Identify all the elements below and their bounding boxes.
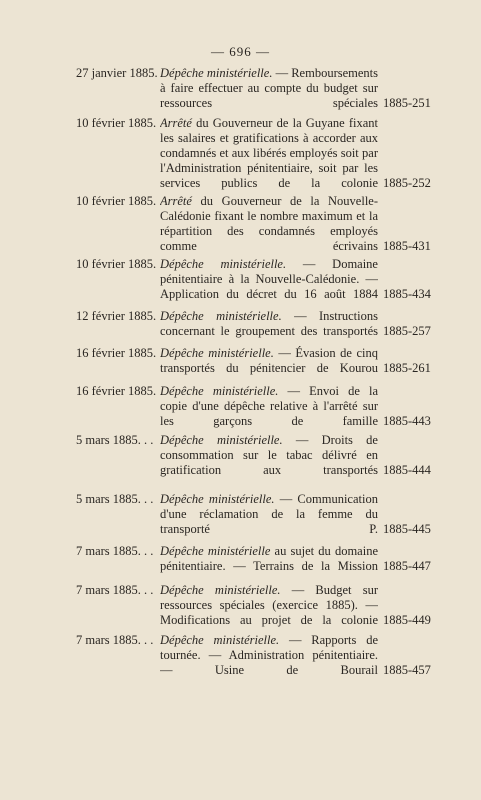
entry-text: du Gouverneur de la Guyane fixant les salaires et gratifications à accorder aux condamnés et aux libérés employés soit par l'Administration pénitentiaire, soit par les services publics de la colonie — [160, 116, 378, 190]
entry-reference: 1885-261 — [383, 361, 431, 375]
entry-text: — Envoi de la copie d'une dépêche relative à l'arrêté sur les garçons de famille — [160, 384, 378, 428]
entry-description — [160, 384, 378, 429]
entry-description — [160, 194, 378, 254]
entry-reference: 1885-449 — [383, 613, 431, 627]
entry-text: — Rapports de tournée. — Administration pénitentiaire. — Usine de Bourail — [160, 633, 378, 677]
entry-reference: 1885-443 — [383, 414, 431, 428]
entry-description — [160, 583, 378, 628]
entry-date: 5 mars 1885. . . — [76, 492, 154, 506]
entry-text: — Communication d'une réclamation de la femme du transporté P. — [160, 492, 378, 536]
entry-description — [160, 309, 378, 339]
entry-date: 10 février 1885. — [76, 194, 157, 208]
entry-date: 10 février 1885. — [76, 257, 157, 271]
entry-text: — Droits de consommation sur le tabac délivré en gratification aux transportés — [160, 433, 378, 477]
entry-lead: Arrêté — [160, 116, 192, 130]
entry-text: du Gouverneur de la Nouvelle-Calédonie fixant le nombre maximum et la répartition des condamnés employés comme écrivains — [160, 194, 378, 253]
entry-lead: Dépêche ministérielle — [160, 544, 271, 558]
entry-lead: Dépêche ministérielle. — [160, 633, 280, 647]
entry-lead: Dépêche ministérielle. — [160, 66, 273, 80]
entry-date: 12 février 1885. — [76, 309, 157, 323]
entry-description — [160, 544, 378, 574]
entry-description — [160, 116, 378, 191]
entry-reference: 1885-434 — [383, 287, 431, 301]
entry-description — [160, 433, 378, 478]
entry-reference: 1885-447 — [383, 559, 431, 573]
entry-lead: Arrêté — [160, 194, 192, 208]
entry-reference: 1885-431 — [383, 239, 431, 253]
entry-lead: Dépêche ministérielle. — [160, 492, 275, 506]
entry-description — [160, 346, 378, 376]
entry-text: au sujet du domaine pénitentiaire. — Terrains de la Mission — [160, 544, 378, 573]
page-number: — 696 — — [211, 44, 270, 59]
entry-description — [160, 257, 378, 302]
entry-lead: Dépêche ministérielle. — [160, 384, 279, 398]
entry-lead: Dépêche ministérielle. — [160, 346, 274, 360]
entry-lead: Dépêche ministérielle. — [160, 309, 282, 323]
entry-date: 16 février 1885. — [76, 346, 157, 360]
entry-date: 7 mars 1885. . . — [76, 583, 154, 597]
entry-date: 27 janvier 1885. — [76, 66, 158, 80]
entry-text: — Budget sur ressources spéciales (exercice 1885). — Modifications au projet de la colonie — [160, 583, 378, 627]
entry-text: — Instructions concernant le groupement des transportés — [160, 309, 378, 338]
entry-description — [160, 633, 378, 678]
entry-text: — Remboursements à faire effectuer au compte du budget sur ressources spéciales — [160, 66, 378, 110]
entry-reference: 1885-457 — [383, 663, 431, 677]
entry-date: 10 février 1885. — [76, 116, 157, 130]
entry-reference: 1885-257 — [383, 324, 431, 338]
entry-reference: 1885-251 — [383, 96, 431, 110]
entry-reference: 1885-445 — [383, 522, 431, 536]
entry-lead: Dépêche ministérielle. — [160, 257, 287, 271]
entry-date: 7 mars 1885. . . — [76, 544, 154, 558]
entry-description — [160, 492, 378, 537]
entry-date: 7 mars 1885. . . — [76, 633, 154, 647]
entry-date: 5 mars 1885. . . — [76, 433, 154, 447]
entry-reference: 1885-252 — [383, 176, 431, 190]
entry-date: 16 février 1885. — [76, 384, 157, 398]
entry-lead: Dépêche ministérielle. — [160, 433, 283, 447]
entry-reference: 1885-444 — [383, 463, 431, 477]
entry-description — [160, 66, 378, 111]
entry-lead: Dépêche ministérielle. — [160, 583, 281, 597]
entry-text: — Domaine pénitentiaire à la Nouvelle-Calédonie. — Application du décret du 16 août 1884 — [160, 257, 378, 301]
entry-text: — Évasion de cinq transportés du pénitencier de Kourou — [160, 346, 378, 375]
